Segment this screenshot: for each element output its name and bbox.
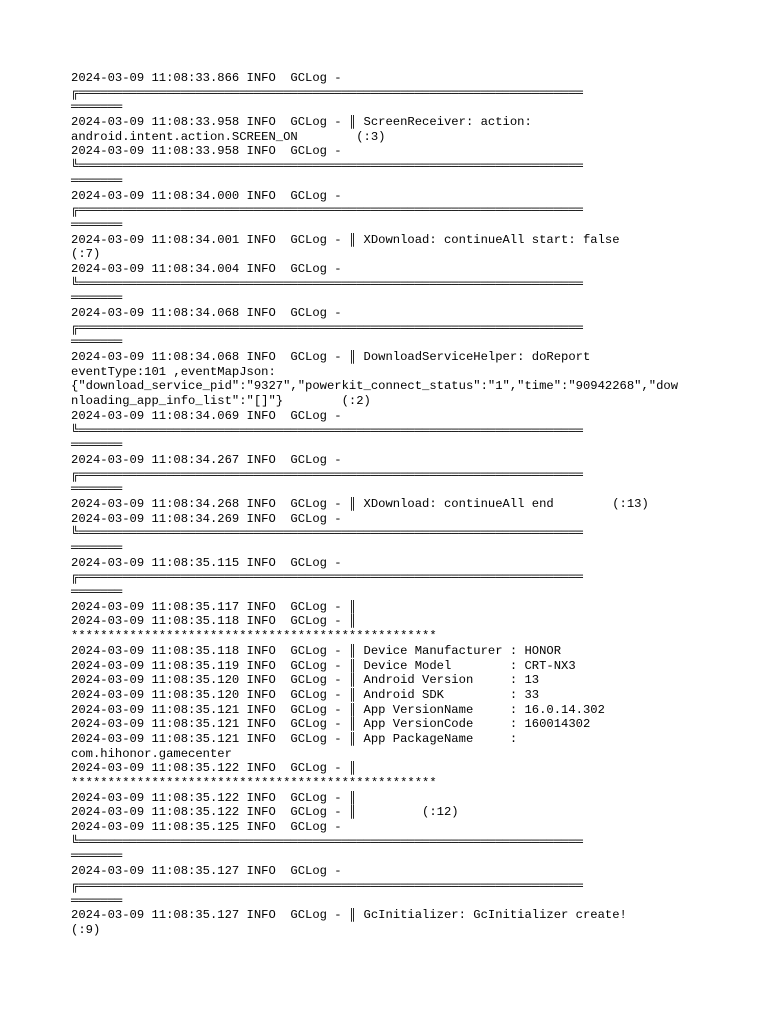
log-line: ═══════: [71, 100, 123, 115]
log-line: 2024-03-09 11:08:34.268 INFO GCLog - ║ XDownload: continueAll end (:13): [71, 496, 649, 511]
log-line: eventType:101 ,eventMapJson:: [71, 364, 276, 379]
log-line: ═══════: [71, 217, 123, 232]
log-line: 2024-03-09 11:08:35.121 INFO GCLog - ║ App VersionName : 16.0.14.302: [71, 702, 605, 717]
log-line: 2024-03-09 11:08:34.001 INFO GCLog - ║ XDownload: continueAll start: false: [71, 232, 620, 247]
log-line: ╔═════════════════════════════════════════════════════════════════════: [71, 570, 583, 585]
log-line: 2024-03-09 11:08:33.958 INFO GCLog -: [71, 144, 342, 159]
log-line: (:9): [71, 922, 101, 937]
log-line: ╔═════════════════════════════════════════════════════════════════════: [71, 878, 583, 893]
log-line: ═══════: [71, 849, 123, 864]
log-line: 2024-03-09 11:08:35.122 INFO GCLog - ║: [71, 761, 357, 776]
log-line: ═══════: [71, 585, 123, 600]
log-line: ╚═════════════════════════════════════════════════════════════════════: [71, 276, 583, 291]
log-line: ═══════: [71, 482, 123, 497]
log-line: 2024-03-09 11:08:34.267 INFO GCLog -: [71, 452, 342, 467]
log-line: android.intent.action.SCREEN_ON (:3): [71, 129, 386, 144]
log-line: 2024-03-09 11:08:35.120 INFO GCLog - ║ Android Version : 13: [71, 673, 540, 688]
log-line: ╔═════════════════════════════════════════════════════════════════════: [71, 467, 583, 482]
log-line: ╚═════════════════════════════════════════════════════════════════════: [71, 834, 583, 849]
log-line: 2024-03-09 11:08:35.115 INFO GCLog -: [71, 555, 342, 570]
log-line: 2024-03-09 11:08:33.958 INFO GCLog - ║ ScreenReceiver: action:: [71, 115, 532, 130]
log-line: 2024-03-09 11:08:35.122 INFO GCLog - ║: [71, 790, 357, 805]
log-line: 2024-03-09 11:08:35.122 INFO GCLog - ║ (:12): [71, 805, 459, 820]
log-line: 2024-03-09 11:08:35.121 INFO GCLog - ║ App VersionCode : 160014302: [71, 717, 591, 732]
log-line: 2024-03-09 11:08:34.068 INFO GCLog - ║ DownloadServiceHelper: doReport: [71, 350, 591, 365]
log-line: 2024-03-09 11:08:35.125 INFO GCLog -: [71, 820, 342, 835]
log-line: 2024-03-09 11:08:35.127 INFO GCLog -: [71, 864, 342, 879]
log-line: (:7): [71, 247, 101, 262]
log-line: 2024-03-09 11:08:34.000 INFO GCLog -: [71, 188, 342, 203]
log-line: **************************************************: [71, 776, 437, 790]
log-line: ╔═════════════════════════════════════════════════════════════════════: [71, 85, 583, 100]
log-line: 2024-03-09 11:08:34.069 INFO GCLog -: [71, 408, 342, 423]
log-line: ═══════: [71, 335, 123, 350]
log-line: ═══════: [71, 291, 123, 306]
log-line: ╚═════════════════════════════════════════════════════════════════════: [71, 423, 583, 438]
log-line: {"download_service_pid":"9327","powerkit_connect_status":"1","time":"90942268","dow: [71, 379, 679, 394]
log-line: ╔═════════════════════════════════════════════════════════════════════: [71, 203, 583, 218]
log-line: ═══════: [71, 893, 123, 908]
log-line: 2024-03-09 11:08:35.118 INFO GCLog - ║: [71, 614, 357, 629]
log-line: 2024-03-09 11:08:34.269 INFO GCLog -: [71, 511, 342, 526]
log-line: ═══════: [71, 173, 123, 188]
log-line: nloading_app_info_list":"[]"} (:2): [71, 394, 371, 409]
log-line: ╚═════════════════════════════════════════════════════════════════════: [71, 159, 583, 174]
log-line: 2024-03-09 11:08:35.121 INFO GCLog - ║ App PackageName :: [71, 731, 518, 746]
log-line: 2024-03-09 11:08:34.068 INFO GCLog -: [71, 306, 342, 320]
log-line: 2024-03-09 11:08:35.119 INFO GCLog - ║ Device Model : CRT-NX3: [71, 658, 576, 673]
log-line: ╔═════════════════════════════════════════════════════════════════════: [71, 320, 583, 335]
log-line: com.hihonor.gamecenter: [71, 746, 232, 761]
log-text: [71, 71, 701, 938]
log-line: 2024-03-09 11:08:33.866 INFO GCLog -: [71, 71, 342, 85]
log-line: ═══════: [71, 438, 123, 453]
log-line: 2024-03-09 11:08:35.120 INFO GCLog - ║ Android SDK : 33: [71, 687, 540, 702]
log-line: ═══════: [71, 541, 123, 555]
log-line: **************************************************: [71, 629, 437, 644]
log-line: ╚═════════════════════════════════════════════════════════════════════: [71, 526, 583, 541]
log-line: 2024-03-09 11:08:34.004 INFO GCLog -: [71, 261, 342, 276]
log-line: 2024-03-09 11:08:35.127 INFO GCLog - ║ GcInitializer: GcInitializer create!: [71, 908, 627, 923]
log-line: 2024-03-09 11:08:35.118 INFO GCLog - ║ Device Manufacturer : HONOR: [71, 643, 562, 658]
log-line: 2024-03-09 11:08:35.117 INFO GCLog - ║: [71, 599, 357, 614]
